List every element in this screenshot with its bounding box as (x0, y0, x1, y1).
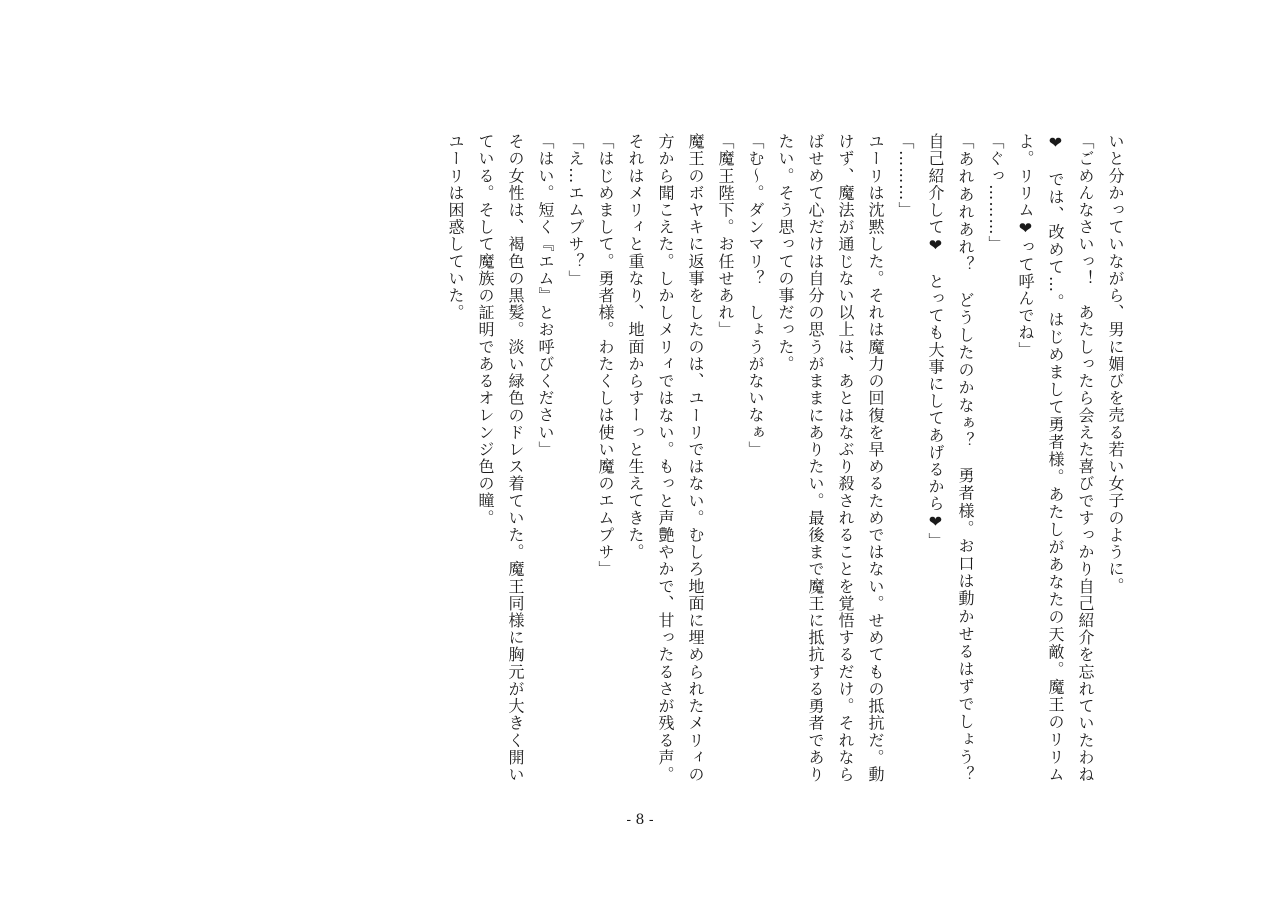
text-line: いと分かっていながら、男に媚びを売る若い女子のように。 (1106, 133, 1125, 595)
text-line: ユーリは困惑していた。 (446, 133, 465, 322)
text-line: 「え…エムプサ？」 (566, 133, 585, 287)
text-line: 「ごめんなさいっ！ あたしったら会えた喜びですっかり自己紹介を忘れていたわね❤ では、改めて…。はじめまして勇者様。あたしがあなたの天敵。魔王のリリムよ。リリム❤って呼んでね」 (1016, 133, 1095, 783)
text-line: ユーリは沈黙した。それは魔力の回復を早めるためではない。せめてもの抵抗だ。動けず、魔法が通じない以上は、あとはなぶり殺されることを覚悟するだけ。それならばせめて心だけは自分の思うがままにありたい。最後まで魔王に抵抗する勇者でありたい。そう思っての事だった。 (776, 133, 885, 783)
text-line: 「はい。短く『エム』とお呼びください」 (536, 133, 555, 458)
text-line: 「ぐっ………」 (986, 133, 1005, 253)
page-number: - 8 - (626, 812, 654, 828)
text-line: その女性は、褐色の黒髪。淡い緑色のドレス着ていた。魔王同様に胸元が大きく開いている。そして魔族の証明であるオレンジ色の瞳。 (476, 133, 525, 783)
text-line: 「はじめまして。勇者様。わたくしは使い魔のエムプサ」 (596, 133, 615, 578)
text-line: 魔王のボヤキに返事をしたのは、ユーリではない。むしろ地面に埋められたメリィの方から聞こえた。しかしメリィではない。もっと声艶やかで、甘ったるさが残る声。それはメリィと重なり、地面からすーっと生えてきた。 (626, 133, 705, 783)
text-line: 「む～。ダンマリ？ しょうがないなぁ」 (746, 133, 765, 458)
text-line: 「………」 (896, 133, 915, 219)
text-line: 「魔王陛下。お任せあれ」 (716, 133, 735, 339)
text-line: 「あれあれあれ？ どうしたのかなぁ？ 勇者様。お口は動かせるはずでしょう？ 自己紹介して❤ とっても大事にしてあげるから❤」 (926, 133, 975, 801)
vertical-text-body (130, 133, 1130, 801)
